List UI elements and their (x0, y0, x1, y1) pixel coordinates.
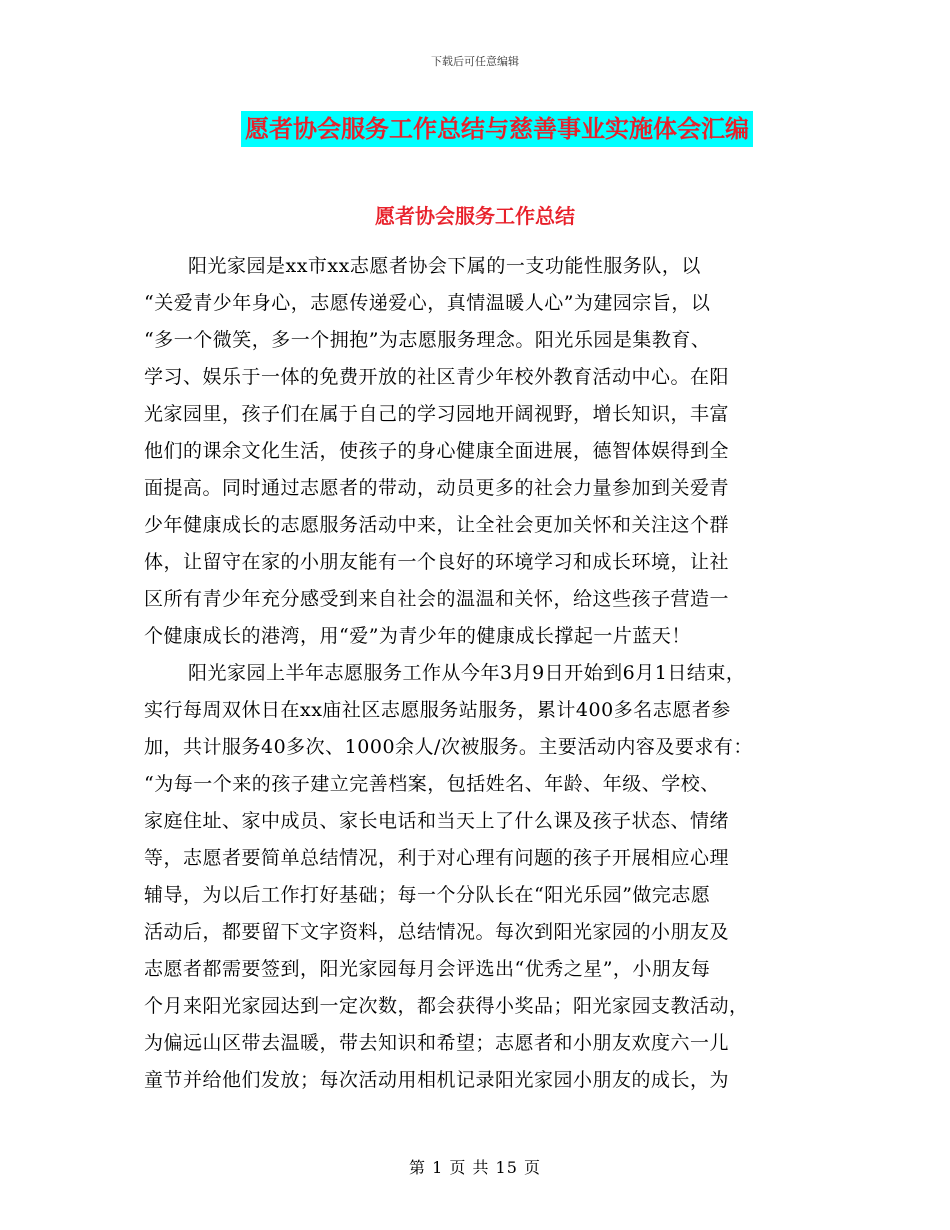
section-title: 愿者协会服务工作总结 (375, 204, 575, 228)
paragraph-line: “多一个微笑，多一个拥抱”为志愿服务理念。阳光乐园是集教育、 (144, 329, 711, 351)
paragraph-line: 个月来阳光家园达到一定次数，都会获得小奖品；阳光家园支教活动， (144, 995, 749, 1017)
page-footer: 第 1 页 共 15 页 (409, 1158, 541, 1177)
paragraph-line: 等，志愿者要简单总结情况，利于对心理有问题的孩子开展相应心理 (144, 847, 730, 869)
paragraph-line: 家庭住址、家中成员、家长电话和当天上了什么课及孩子状态、情绪 (144, 810, 730, 832)
paragraph-line: 活动后，都要留下文字资料，总结情况。每次到阳光家园的小朋友及 (144, 921, 730, 943)
paragraph-line: 面提高。同时通过志愿者的带动，动员更多的社会力量参加到关爱青 (144, 477, 730, 499)
paragraph-line: 他们的课余文化生活，使孩子的身心健康全面进展，德智体娱得到全 (144, 440, 730, 462)
paragraph-line: 学习、娱乐于一体的免费开放的社区青少年校外教育活动中心。在阳 (144, 366, 730, 388)
paragraph-line: 童节并给他们发放；每次活动用相机记录阳光家园小朋友的成长，为 (144, 1069, 730, 1091)
paragraph-line: 为偏远山区带去温暖，带去知识和希望；志愿者和小朋友欢度六一儿 (144, 1032, 730, 1054)
paragraph-line: 少年健康成长的志愿服务活动中来，让全社会更加关怀和关注这个群 (144, 514, 730, 536)
main-title-wrap (0, 111, 950, 147)
paragraph-line: 实行每周双休日在xx庙社区志愿服务站服务，累计400多名志愿者参 (144, 699, 731, 721)
paragraph-line: “关爱青少年身心，志愿传递爱心，真情温暖人心”为建园宗旨，以 (144, 292, 711, 314)
paragraph-line: 个健康成长的港湾，用“爱”为青少年的健康成长撑起一片蓝天！ (144, 625, 691, 647)
paragraph-line: 光家园里，孩子们在属于自己的学习园地开阔视野，增长知识，丰富 (144, 403, 730, 425)
paragraph-line: 区所有青少年充分感受到来自社会的温温和关怀，给这些孩子营造一 (144, 588, 730, 610)
body-text (144, 248, 834, 1099)
paragraph-line: 体，让留守在家的小朋友能有一个良好的环境学习和成长环境，让社 (144, 551, 730, 573)
paragraph-line: 加，共计服务40多次、1000余人/次被服务。主要活动内容及要求有： (144, 736, 753, 758)
paragraph-line: 辅导，为以后工作打好基础；每一个分队长在“阳光乐园”做完志愿 (144, 884, 711, 906)
paragraph-line: 阳光家园上半年志愿服务工作从今年3月9日开始到6月1日结束， (188, 662, 746, 684)
header-note: 下载后可任意编辑 (431, 55, 519, 68)
main-title: 愿者协会服务工作总结与慈善事业实施体会汇编 (241, 111, 753, 147)
paragraph-line: 阳光家园是xx市xx志愿者协会下属的一支功能性服务队，以 (188, 255, 701, 277)
paragraph-line: 志愿者都需要签到，阳光家园每月会评选出“优秀之星”，小朋友每 (144, 958, 711, 980)
paragraph-line: “为每一个来的孩子建立完善档案，包括姓名、年龄、年级、学校、 (144, 773, 720, 795)
